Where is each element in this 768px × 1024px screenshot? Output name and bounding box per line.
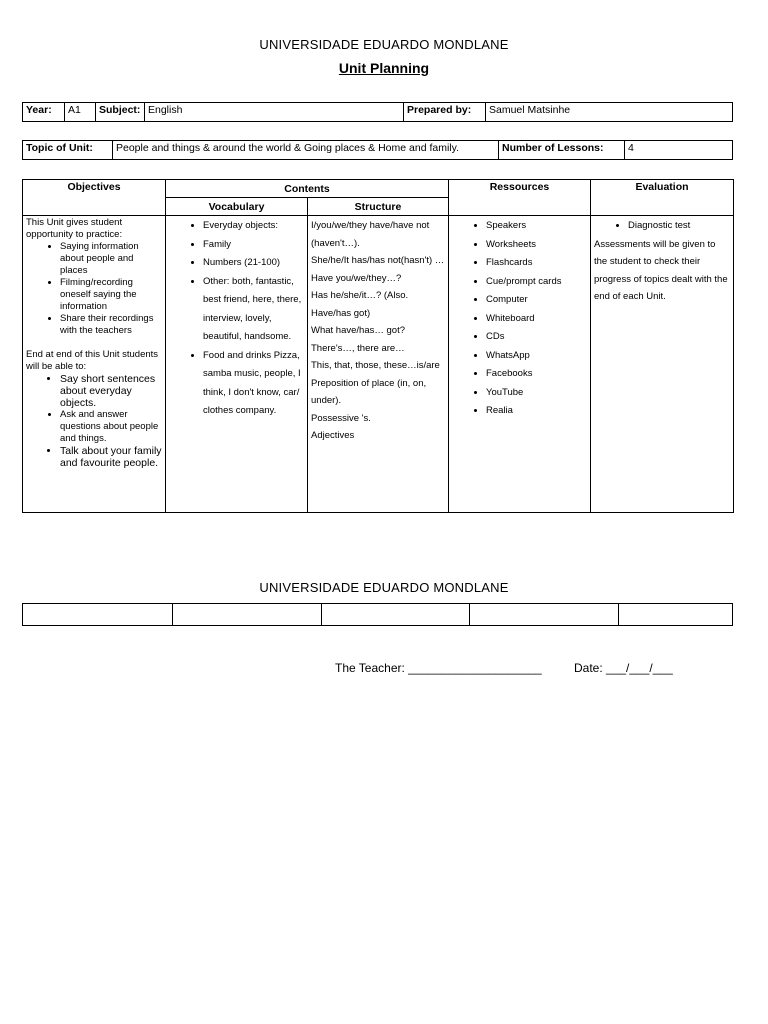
lessons-value: 4 bbox=[625, 141, 733, 160]
list-item: • WhatsApp bbox=[486, 347, 587, 366]
structure-line: Has he/she/it…? (Also. Have/has got) bbox=[311, 290, 409, 319]
structure-line: Possessive 's. bbox=[311, 412, 371, 424]
structure-line: Have you/we/they…? bbox=[311, 272, 402, 284]
footer-university-heading: UNIVERSIDADE EDUARDO MONDLANE bbox=[259, 580, 509, 595]
signature-cell bbox=[619, 604, 733, 626]
vocabulary-list bbox=[169, 217, 304, 421]
date-line: Date: ___/___/___ bbox=[574, 661, 673, 675]
evaluation-header: Evaluation bbox=[591, 180, 734, 216]
outcomes-list bbox=[26, 373, 162, 469]
practice-list bbox=[26, 241, 162, 337]
unit-plan-table bbox=[22, 179, 734, 513]
list-item: • Speakers bbox=[486, 217, 587, 236]
list-item: • Computer bbox=[486, 291, 587, 310]
evaluation-text: Assessments will be given to the student to check their progress of topics dealt with the end of each Unit. bbox=[594, 238, 728, 302]
list-item: • Family bbox=[203, 236, 304, 255]
objectives-end-intro: End at end of this Unit students will be able to: bbox=[26, 349, 159, 372]
signature-cell bbox=[322, 604, 470, 626]
topic-value: People and things & around the world & Going places & Home and family. bbox=[113, 141, 499, 160]
list-item: • Realia bbox=[486, 402, 587, 421]
list-item: • Cue/prompt cards bbox=[486, 273, 587, 292]
subject-value: English bbox=[145, 103, 404, 122]
evaluation-cell bbox=[591, 216, 734, 513]
objectives-cell bbox=[23, 216, 166, 513]
signature-cell bbox=[173, 604, 322, 626]
list-item: • Saying information about people and places bbox=[60, 241, 162, 277]
list-item: • Worksheets bbox=[486, 236, 587, 255]
structure-line: Adjectives bbox=[311, 430, 355, 441]
university-heading: UNIVERSIDADE EDUARDO MONDLANE bbox=[259, 37, 509, 52]
list-item: • Say short sentences about everyday objects. bbox=[60, 373, 162, 409]
prepared-by-value: Samuel Matsinhe bbox=[486, 103, 733, 122]
list-item: • Other: both, fantastic, best friend, here, there, interview, lovely, beautiful, handsome. bbox=[203, 273, 304, 347]
structure-line: I/you/we/they have/have not (haven't…). bbox=[311, 220, 430, 249]
structure-line: She/he/It has/has not(hasn't) … bbox=[311, 255, 445, 266]
list-item: • Share their recordings with the teachers bbox=[60, 313, 162, 337]
structure-line: This, that, those, these…is/are bbox=[311, 360, 440, 371]
list-item: • Numbers (21-100) bbox=[203, 254, 304, 273]
teacher-signature-line: The Teacher: ____________________ bbox=[335, 661, 542, 675]
list-item: • Food and drinks Pizza, samba music, people, I think, I don't know, car/ clothes company. bbox=[203, 347, 304, 421]
list-item: • YouTube bbox=[486, 384, 587, 403]
objectives-header: Objectives bbox=[23, 180, 166, 216]
resources-header: Ressources bbox=[449, 180, 591, 216]
topic-row-table bbox=[22, 140, 733, 160]
list-item: • Everyday objects: bbox=[203, 217, 304, 236]
prepared-by-label: Prepared by: bbox=[404, 103, 486, 122]
contents-header: Contents bbox=[166, 180, 449, 198]
topic-label: Topic of Unit: bbox=[23, 141, 113, 160]
structure-line: What have/has… got? bbox=[311, 325, 405, 336]
structure-cell bbox=[308, 216, 449, 513]
list-item: • Whiteboard bbox=[486, 310, 587, 329]
subject-label: Subject: bbox=[96, 103, 145, 122]
vocabulary-header: Vocabulary bbox=[166, 198, 308, 216]
signature-cell bbox=[23, 604, 173, 626]
resources-list bbox=[452, 217, 587, 421]
structure-header: Structure bbox=[308, 198, 449, 216]
structure-line: There's…, there are… bbox=[311, 342, 405, 354]
evaluation-list bbox=[594, 217, 730, 236]
list-item: • Filming/recording oneself saying the information bbox=[60, 277, 162, 313]
year-label: Year: bbox=[23, 103, 65, 122]
structure-line: Preposition of place (in, on, under). bbox=[311, 377, 427, 406]
list-item: • Talk about your family and favourite people. bbox=[60, 445, 162, 469]
lessons-label: Number of Lessons: bbox=[499, 141, 625, 160]
resources-cell bbox=[449, 216, 591, 513]
list-item: • Diagnostic test bbox=[628, 217, 730, 236]
signature-cell bbox=[470, 604, 619, 626]
page-title: Unit Planning bbox=[338, 60, 430, 76]
list-item: • CDs bbox=[486, 328, 587, 347]
list-item: • Flashcards bbox=[486, 254, 587, 273]
signature-table bbox=[22, 603, 733, 626]
year-value: A1 bbox=[65, 103, 96, 122]
vocabulary-cell bbox=[166, 216, 308, 513]
objectives-intro: This Unit gives student opportunity to practice: bbox=[26, 217, 123, 240]
info-row-table bbox=[22, 102, 733, 122]
list-item: • Ask and answer questions about people and things. bbox=[60, 409, 162, 445]
list-item: • Facebooks bbox=[486, 365, 587, 384]
